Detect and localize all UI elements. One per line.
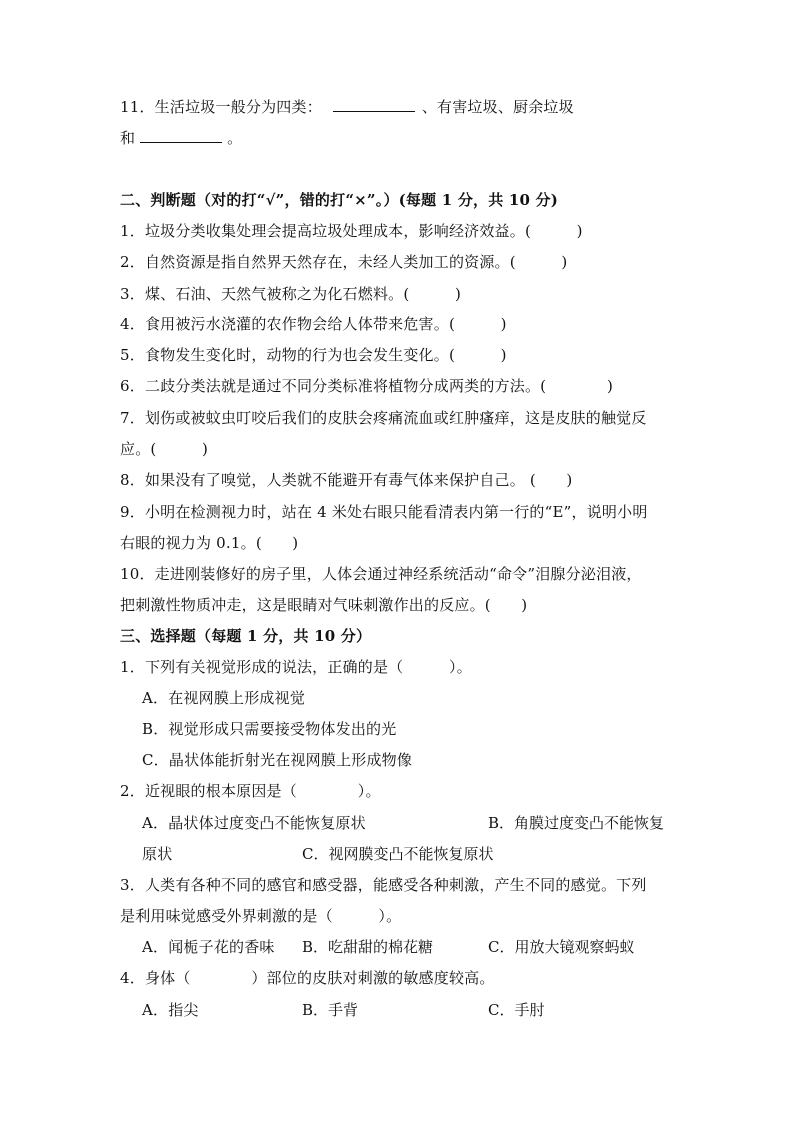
choice-option-a[interactable]: A．在视网膜上形成视觉 (142, 689, 306, 707)
judge-question-5[interactable]: 5．食物发生变化时，动物的行为也会发生变化。( ) (120, 346, 507, 364)
judge-question-7[interactable]: 7．划伤或被蚊虫叮咬后我们的皮肤会疼痛流血或红肿瘙痒，这是皮肤的触觉反 (120, 409, 647, 427)
judge-question-6[interactable]: 6．二歧分类法就是通过不同分类标准将植物分成两类的方法。( ) (120, 377, 614, 395)
judge-question-10-cont[interactable]: 把刺激性物质冲走，这是眼睛对气味刺激作出的反应。( ) (120, 596, 528, 614)
judge-question-10[interactable]: 10．走进刚装修好的房子里，人体会通过神经系统活动“命令”泪腺分泌泪液， (120, 565, 642, 583)
choice-option-b[interactable]: B．手背 (302, 1001, 359, 1019)
choice-question-1: 1．下列有关视觉形成的说法，正确的是（ ）。 (120, 658, 472, 676)
fill-question-11-cont (120, 128, 242, 148)
choice-option-b-cont[interactable]: 原状 (142, 845, 173, 863)
question-text: 11．生活垃圾一般分为四类： (120, 98, 322, 116)
choice-question-3-cont: 是利用味觉感受外界刺激的是（ ）。 (120, 907, 402, 925)
judge-question-8[interactable]: 8．如果没有了嗅觉，人类就不能避开有毒气体来保护自己。 ( ) (120, 471, 573, 489)
section-heading-choice: 三、选择题（每题 1 分，共 10 分） (120, 627, 372, 645)
choice-option-c[interactable]: C．手肘 (488, 1001, 545, 1019)
choice-option-a[interactable]: A．指尖 (142, 1001, 199, 1019)
judge-question-4[interactable]: 4．食用被污水浇灌的农作物会给人体带来危害。( ) (120, 315, 507, 333)
judge-question-9[interactable]: 9．小明在检测视力时，站在 4 米处右眼只能看清表内第一行的“E”，说明小明 (120, 503, 648, 521)
choice-option-b[interactable]: B．吃甜甜的棉花糖 (302, 938, 434, 956)
choice-option-c[interactable]: C．用放大镜观察蚂蚁 (488, 938, 635, 956)
choice-option-b[interactable]: B．视觉形成只需要接受物体发出的光 (142, 720, 397, 738)
choice-option-c[interactable]: C．视网膜变凸不能恢复原状 (302, 845, 494, 863)
choice-question-3: 3．人类有各种不同的感官和感受器，能感受各种刺激，产生不同的感觉。下列 (120, 876, 647, 894)
choice-option-b[interactable]: B．角膜过度变凸不能恢复 (488, 814, 665, 832)
judge-question-2[interactable]: 2．自然资源是指自然界天然存在，未经人类加工的资源。( ) (120, 253, 568, 271)
choice-question-2: 2．近视眼的根本原因是（ ）。 (120, 782, 381, 800)
judge-question-3[interactable]: 3．煤、石油、天然气被称之为化石燃料。( ) (120, 285, 462, 303)
question-text: 和 (120, 129, 136, 147)
section-heading-judge: 二、判断题（对的打“√”，错的打“×”。）(每题 1 分，共 10 分) (120, 191, 559, 209)
fill-question-11 (120, 97, 574, 117)
choice-option-a[interactable]: A．闻栀子花的香味 (142, 938, 275, 956)
choice-question-4: 4．身体（ ）部位的皮肤对刺激的敏感度较高。 (120, 969, 495, 987)
judge-question-1[interactable]: 1．垃圾分类收集处理会提高垃圾处理成本，影响经济效益。( ) (120, 222, 583, 240)
answer-blank[interactable] (333, 97, 415, 112)
choice-option-c[interactable]: C．晶状体能折射光在视网膜上形成物像 (142, 751, 413, 769)
judge-question-7-cont[interactable]: 应。( ) (120, 440, 209, 458)
choice-option-a[interactable]: A．晶状体过度变凸不能恢复原状 (142, 814, 366, 832)
answer-blank[interactable] (140, 128, 222, 143)
question-text: 。 (227, 129, 243, 147)
question-text: 、有害垃圾、厨余垃圾 (421, 98, 574, 116)
judge-question-9-cont[interactable]: 右眼的视力为 0.1。( ) (120, 534, 299, 552)
